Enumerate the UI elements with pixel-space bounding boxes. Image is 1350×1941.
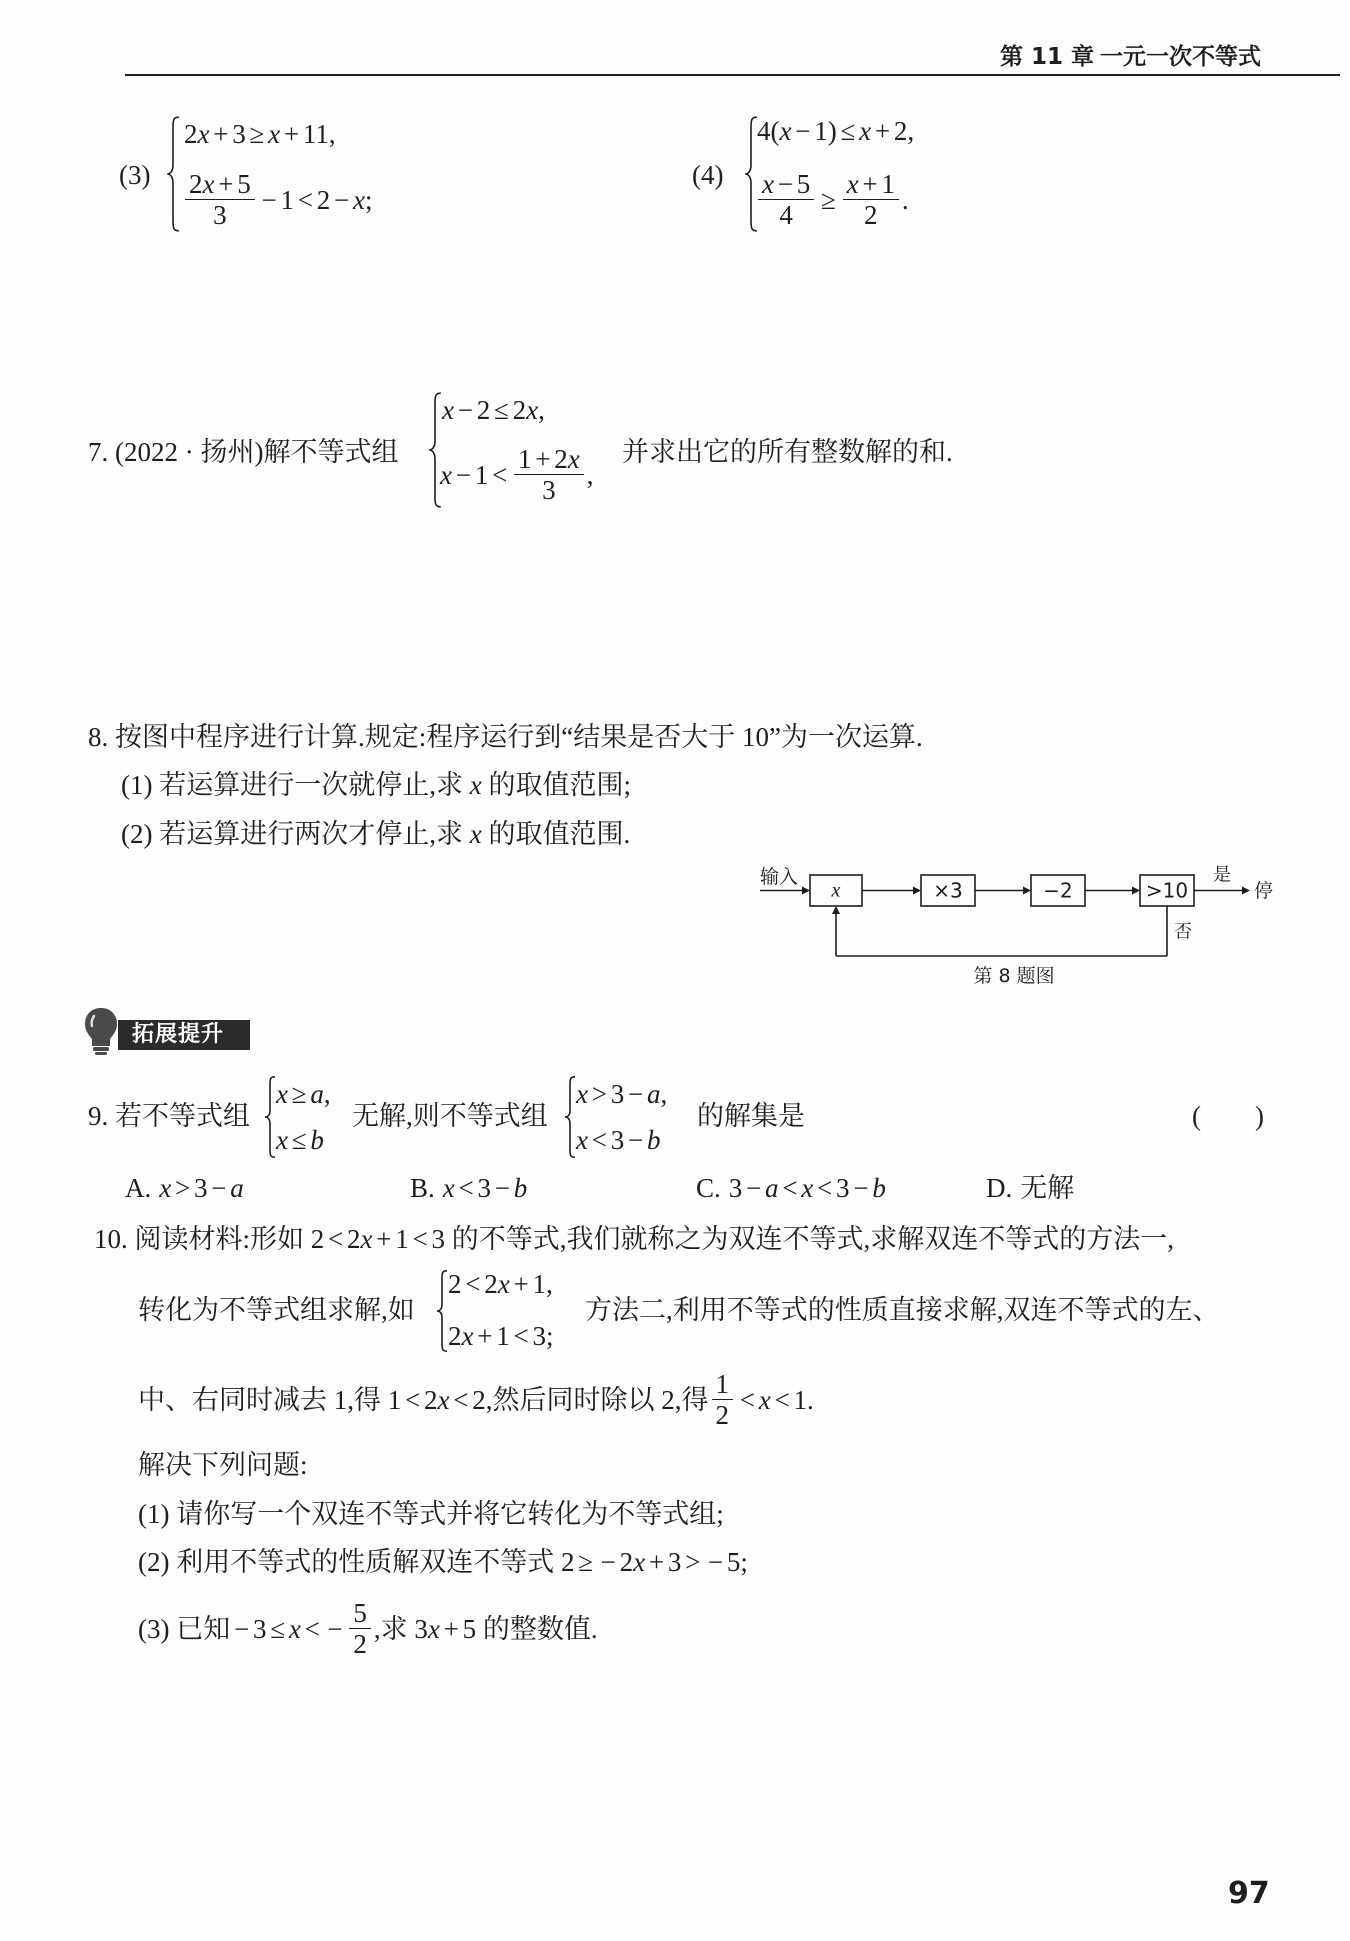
math-variable: x: [497, 1269, 510, 1299]
math-operator: <: [412, 1224, 428, 1254]
math-variable: x: [859, 116, 872, 146]
problem10-system-line1: 2 < 2x + 1,: [448, 1269, 553, 1299]
option-text: x < 3 − b: [442, 1173, 528, 1203]
part4-label: (4): [692, 160, 724, 190]
math-variable: x: [197, 119, 210, 149]
math-variable: x: [576, 1079, 588, 1109]
left-brace: [166, 116, 180, 232]
math-operator: −: [261, 184, 277, 215]
problem10-q3: [138, 1598, 598, 1659]
chapter-number: 第 11 章: [1000, 44, 1095, 70]
problem7-line2: [440, 444, 594, 505]
lightbulb-icon: [82, 1006, 120, 1056]
fraction: [349, 1598, 371, 1659]
option-letter: C.: [696, 1173, 721, 1203]
math-operator: −: [234, 1613, 250, 1644]
option-b: [410, 1172, 527, 1204]
math-operator: −: [457, 395, 473, 425]
part3-line2-rest: − 1 < 2 − x;: [261, 184, 373, 215]
fraction: [185, 169, 255, 230]
math-operator: >: [685, 1547, 701, 1577]
math-variable: x: [276, 1125, 288, 1155]
math-variable: b: [310, 1125, 324, 1155]
arrowhead: [913, 887, 921, 895]
math-operator: +: [513, 1269, 529, 1299]
math-variable: x: [276, 1079, 288, 1109]
math-operator: ≥: [291, 1079, 307, 1109]
part4-line1: 4(x − 1) ≤ x + 2,: [757, 116, 915, 146]
math-variable: x: [469, 770, 482, 800]
flowchart-box-minus2-text: −2: [1043, 878, 1073, 903]
math-operator: <: [328, 1224, 344, 1254]
math-variable: x: [801, 1173, 814, 1203]
math-variable: x: [437, 1384, 450, 1415]
arrowhead: [1132, 887, 1140, 895]
brace-path: [565, 1077, 575, 1157]
left-brace: [436, 1270, 448, 1352]
part4-line2: [755, 169, 909, 230]
math-operator: <: [817, 1173, 833, 1203]
math-operator: +: [648, 1547, 665, 1577]
flowchart-input-label: 输入: [760, 866, 799, 888]
math-operator: −: [628, 1079, 644, 1109]
math-operator: <: [458, 1173, 474, 1203]
fraction-numerator: x − 5: [758, 169, 814, 200]
math-operator: <: [591, 1125, 607, 1155]
brace-path: [167, 117, 179, 231]
math-operator: >: [175, 1173, 191, 1203]
math-operator: <: [297, 184, 314, 215]
fraction: [843, 169, 899, 230]
math-variable: x: [353, 184, 366, 215]
fraction-denominator: 4: [779, 200, 793, 230]
flowchart-box-times3-text: ×3: [933, 878, 963, 903]
math-operator: −: [600, 1547, 616, 1577]
fraction: [758, 169, 814, 230]
problem10-line3-after: < x < 1.: [739, 1384, 814, 1415]
option-letter: D.: [986, 1173, 1013, 1203]
math-operator: <: [453, 1384, 469, 1415]
math-operator: ≤: [494, 395, 509, 425]
math-variable: x: [442, 1173, 455, 1203]
math-operator: ≥: [249, 119, 265, 149]
flowchart-box-decision-text: >10: [1145, 878, 1189, 903]
part3-label: (3): [119, 160, 151, 190]
chapter-title: 一元一次不等式: [1100, 44, 1261, 70]
problem9-prefix: 9. 若不等式组: [88, 1101, 250, 1131]
problem7-prefix: 7. (2022 · 扬州)解不等式组: [88, 437, 399, 467]
lightbulb-base: [95, 1052, 107, 1055]
problem7-line2-left: x − 1 <: [440, 459, 508, 490]
fraction-denominator: 2: [863, 200, 878, 230]
problem10-line3: [138, 1369, 814, 1430]
math-operator: ≤: [840, 116, 856, 146]
math-variable: a: [310, 1079, 324, 1109]
math-operator: −: [707, 1547, 724, 1577]
fraction-denominator: 2: [715, 1400, 730, 1430]
fraction-numerator: 1: [712, 1369, 734, 1400]
problem9-system1-line2: [276, 1124, 324, 1156]
math-operator: +: [477, 1321, 493, 1351]
math-variable: x: [360, 1224, 373, 1254]
math-operator: <: [405, 1384, 421, 1415]
page-number: 97: [1228, 1876, 1270, 1911]
flowchart-no-label: 否: [1174, 921, 1192, 943]
math-operator: >: [591, 1079, 607, 1109]
arrowhead: [802, 887, 810, 895]
part3-line2: [182, 169, 373, 230]
arrowhead: [1242, 887, 1250, 895]
problem10-q2: (2) 利用不等式的性质解双连不等式 2 ≥ − 2x + 3 > − 5;: [138, 1547, 748, 1577]
math-variable: x: [469, 819, 482, 849]
fraction-denominator: 2: [353, 1629, 367, 1659]
part3-line1: 2x + 3 ≥ x + 11,: [184, 119, 336, 149]
math-operator: −: [853, 1173, 869, 1203]
problem9-system2-line2: x < 3 − b: [576, 1125, 661, 1155]
math-operator: ≥: [578, 1547, 594, 1577]
math-variable: x: [526, 395, 539, 425]
math-variable: a: [230, 1173, 244, 1203]
option-text: 3 − a < x < 3 − b: [728, 1173, 886, 1203]
math-variable: x: [567, 444, 580, 474]
math-variable: b: [872, 1173, 886, 1203]
math-operator: −: [334, 184, 350, 215]
fraction-numerator: 1 + 2x: [514, 444, 584, 475]
problem8-q2: (2) 若运算进行两次才停止,求 x 的取值范围.: [121, 819, 631, 849]
math-operator: <: [465, 1269, 481, 1299]
math-operator: <: [739, 1384, 756, 1415]
problem7-line1: x − 2 ≤ 2x,: [442, 395, 545, 425]
math-operator: ≤: [291, 1125, 307, 1155]
option-letter: A.: [125, 1173, 152, 1203]
problem8-stem: 8. 按图中程序进行计算.规定:程序运行到“结果是否大于 10”为一次运算.: [88, 722, 923, 752]
flowchart-stop-label: 停: [1254, 880, 1274, 902]
lightbulb-base: [93, 1047, 109, 1051]
math-operator: <: [774, 1384, 790, 1415]
problem10-q1: (1) 请你写一个双连不等式并将它转化为不等式组;: [138, 1499, 724, 1529]
math-operator: <: [492, 459, 508, 490]
math-variable: b: [647, 1125, 661, 1155]
problem7-suffix: 并求出它的所有整数解的和.: [622, 437, 953, 467]
math-variable: x: [461, 1321, 474, 1351]
math-operator: +: [283, 119, 300, 149]
flowchart: [740, 855, 1300, 990]
problem7-line2-end: ,: [586, 459, 594, 490]
problem9-suffix: 的解集是: [697, 1101, 805, 1131]
problem10-q3-before: (3) 已知 − 3 ≤ x < −: [138, 1613, 343, 1644]
line-end-period: .: [901, 184, 909, 215]
math-variable: b: [513, 1173, 528, 1203]
problem10-q3-after: ,求 3x + 5 的整数值.: [373, 1613, 598, 1644]
problem9-system2-line1: x > 3 − a,: [576, 1079, 668, 1109]
brace-path: [437, 1271, 447, 1351]
fraction-numerator: 5: [349, 1598, 371, 1629]
math-operator: −: [211, 1173, 227, 1203]
problem10-system-line2: 2x + 1 < 3;: [448, 1321, 554, 1351]
math-operator: +: [874, 116, 891, 146]
left-brace: [264, 1076, 276, 1158]
math-operator: −: [455, 459, 471, 490]
math-operator: −: [795, 116, 811, 146]
math-operator: <: [304, 1613, 320, 1644]
math-variable: a: [647, 1079, 661, 1109]
math-operator: +: [376, 1224, 392, 1254]
math-operator: +: [213, 119, 229, 149]
flowchart-caption: 第 8 题图: [973, 965, 1055, 987]
problem10-line1: 10. 阅读材料:形如 2 < 2x + 1 < 3 的不等式,我们就称之为双连不等式,求解双连不等式的方法一,: [94, 1224, 1175, 1254]
math-operator: −: [777, 169, 793, 199]
left-brace: [564, 1076, 576, 1158]
option-d: [986, 1172, 1074, 1204]
option-letter: B.: [410, 1173, 435, 1203]
math-variable: x: [633, 1547, 646, 1577]
math-variable: x: [758, 1384, 771, 1415]
fraction-numerator: 2x + 5: [185, 169, 255, 200]
math-operator: <: [513, 1321, 529, 1351]
problem10-line3-before: 中、右同时减去 1,得 1 < 2x < 2,然后同时除以 2,得: [138, 1384, 709, 1415]
option-a: [125, 1172, 244, 1204]
lightbulb-glass: [85, 1008, 117, 1046]
section-title: 拓展提升: [118, 1020, 250, 1050]
math-variable: a: [765, 1173, 779, 1203]
answer-blank: ( ): [1192, 1101, 1264, 1131]
problem10-task-intro: 解决下列问题:: [138, 1450, 308, 1480]
arrowhead: [832, 906, 840, 914]
option-text: 无解: [1020, 1173, 1075, 1203]
problem10-line2-before: 转化为不等式组求解,如: [138, 1295, 415, 1325]
problem10-line2-after: 方法二,利用不等式的性质直接求解,双连不等式的左、: [585, 1295, 1220, 1325]
comparison-operator: [817, 184, 839, 216]
fraction: [514, 444, 584, 505]
flowchart-yes-label: 是: [1213, 864, 1231, 886]
math-operator: −: [494, 1173, 511, 1203]
math-variable: x: [576, 1125, 588, 1155]
math-operator: +: [218, 169, 234, 199]
math-variable: x: [440, 459, 452, 490]
math-variable: x: [202, 169, 215, 199]
math-variable: x: [159, 1173, 172, 1203]
option-c: [696, 1172, 886, 1204]
math-operator: ≥: [821, 184, 836, 215]
math-variable: x: [427, 1613, 440, 1644]
math-operator: −: [628, 1125, 644, 1155]
math-variable: x: [762, 169, 774, 199]
fraction-denominator: 3: [213, 200, 227, 230]
problem9-middle: 无解,则不等式组: [352, 1101, 548, 1131]
flowchart-box-input-text: x: [831, 879, 841, 902]
fraction: [712, 1369, 734, 1430]
math-operator: −: [327, 1613, 343, 1644]
fraction-numerator: x + 1: [843, 169, 899, 200]
math-operator: <: [782, 1173, 798, 1203]
math-operator: +: [535, 444, 551, 474]
math-operator: ≤: [270, 1613, 286, 1644]
brace-path: [265, 1077, 275, 1157]
math-operator: −: [746, 1173, 762, 1203]
problem9-system1-line1: x ≥ a,: [276, 1079, 331, 1109]
math-variable: x: [268, 119, 281, 149]
math-variable: x: [288, 1613, 301, 1644]
fraction-denominator: 3: [542, 475, 556, 505]
math-variable: x: [846, 169, 859, 199]
math-variable: x: [779, 116, 792, 146]
math-variable: x: [442, 395, 454, 425]
math-operator: +: [862, 169, 878, 199]
math-operator: +: [443, 1613, 459, 1644]
header-rule: [125, 74, 1340, 76]
arrowhead: [1023, 887, 1031, 895]
option-text: x > 3 − a: [159, 1173, 244, 1203]
problem8-q1: (1) 若运算进行一次就停止,求 x 的取值范围;: [121, 770, 631, 800]
